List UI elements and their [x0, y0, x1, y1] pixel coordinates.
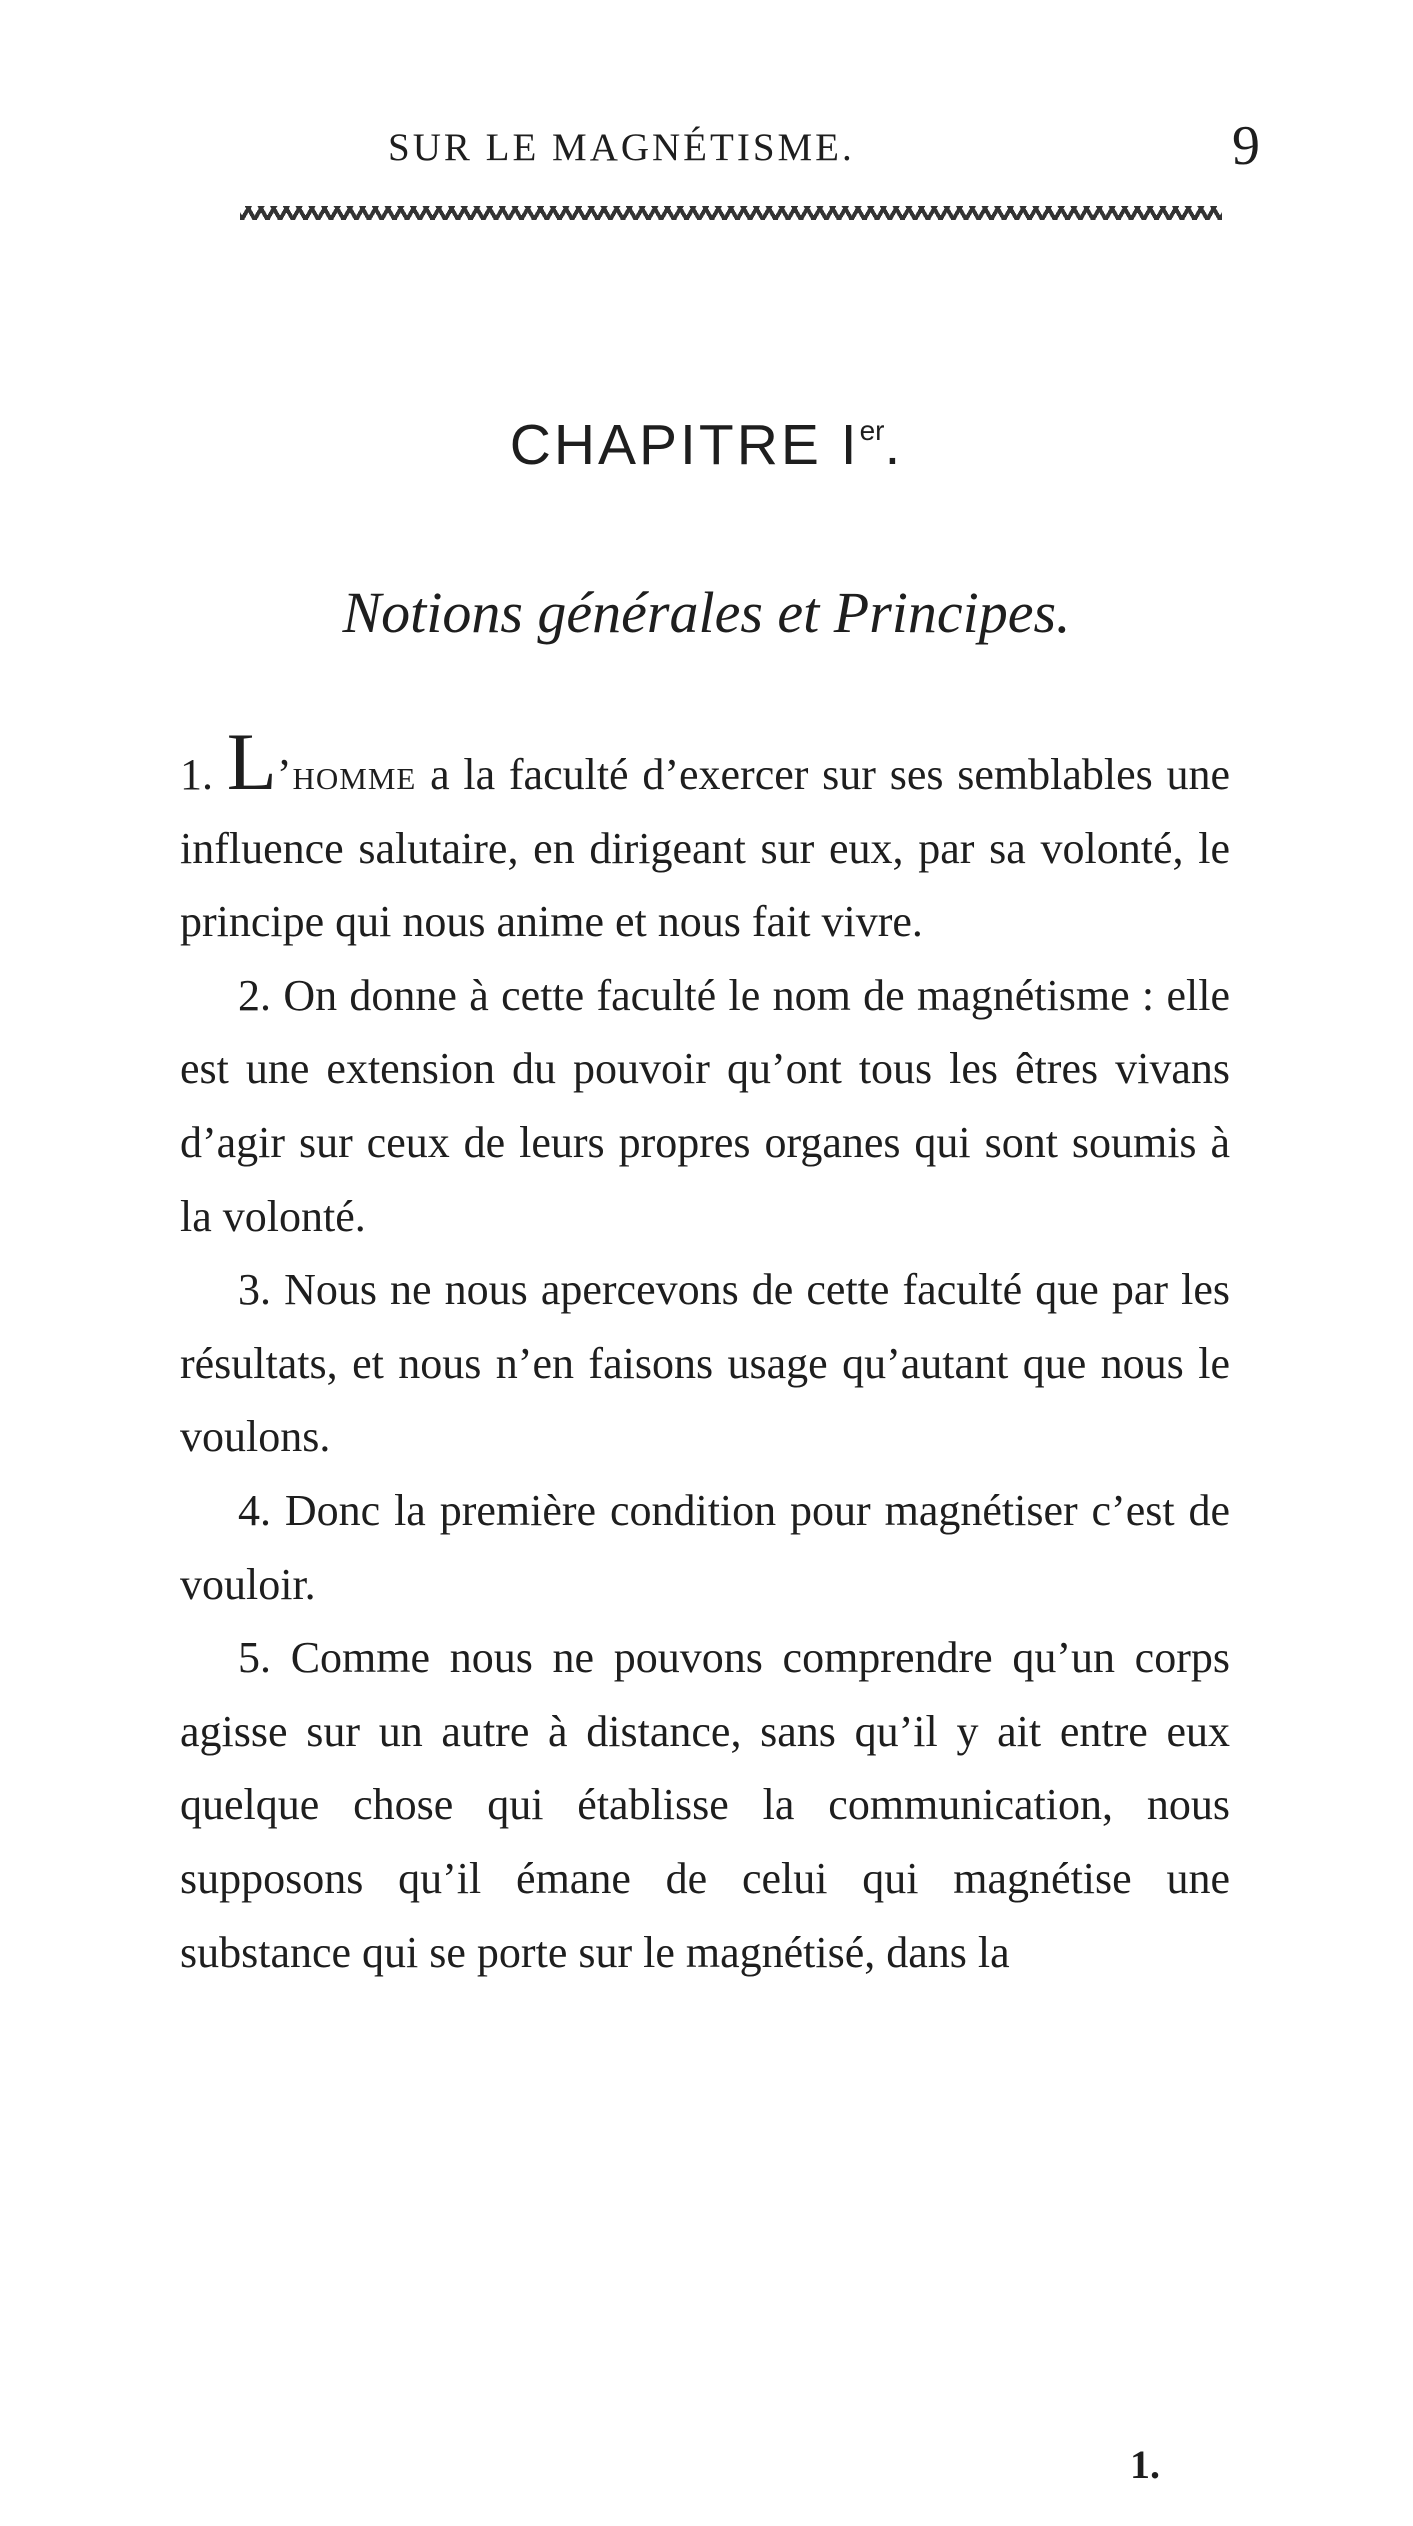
paragraph-3	[180, 1253, 1230, 1474]
paragraph-text: Nous ne nous apercevons de cette faculté que par les résultats, et nous n’en faisons usage qu’autant que nous le voulons.	[180, 1265, 1230, 1462]
paragraph-text: On donne à cette faculté le nom de magnétisme : elle est une extension du pouvoir qu’ont tous les êtres vivans d’agir sur ceux de leurs propres organes qui sont soumis à la volonté.	[180, 970, 1230, 1241]
paragraph-1	[180, 716, 1231, 959]
paragraph-4	[180, 1474, 1230, 1621]
chapter-title	[0, 396, 1413, 480]
ornamental-rule	[240, 206, 1222, 220]
chapter-title-text: CHAPITRE I	[509, 413, 860, 477]
page-number: 9	[1232, 115, 1260, 177]
chapter-title-superscript: er	[859, 415, 885, 446]
paragraph-number: 2.	[238, 970, 271, 1020]
paragraph-text: a la faculté d’exercer sur ses semblables une influence salutaire, en dirigeant sur eux, par sa volonté, le principe qui nous anime et nous fait vivre.	[180, 750, 1231, 947]
paragraph-number: 4.	[238, 1485, 271, 1535]
paragraph-number: 1.	[180, 750, 213, 799]
paragraph-text: Comme nous ne pouvons comprendre qu’un corps agisse sur un autre à distance, sans qu’il y ait entre eux quelque chose qui établisse la communication, nous supposons qu’il émane de celui qui magnétise une substance qui se porte sur le magnétisé, dans la	[180, 1633, 1230, 1977]
paragraph-number: 3.	[238, 1265, 271, 1315]
paragraph-2	[180, 959, 1230, 1253]
signature-mark: 1.	[1130, 2442, 1160, 2487]
section-subtitle: Notions générales et Principes.	[342, 580, 1071, 645]
running-title: SUR LE MAGNÉTISME.	[388, 126, 855, 169]
drop-cap: L	[226, 716, 277, 807]
running-head	[180, 115, 1260, 178]
chapter-title-period: .	[884, 413, 904, 477]
paragraph-5	[180, 1621, 1230, 1989]
paragraph-number: 5.	[238, 1633, 271, 1683]
paragraph-text: Donc la première condition pour magnétiser c’est de vouloir.	[180, 1485, 1230, 1609]
small-caps-word: ’homme	[276, 750, 417, 799]
body-text	[180, 716, 1231, 1989]
